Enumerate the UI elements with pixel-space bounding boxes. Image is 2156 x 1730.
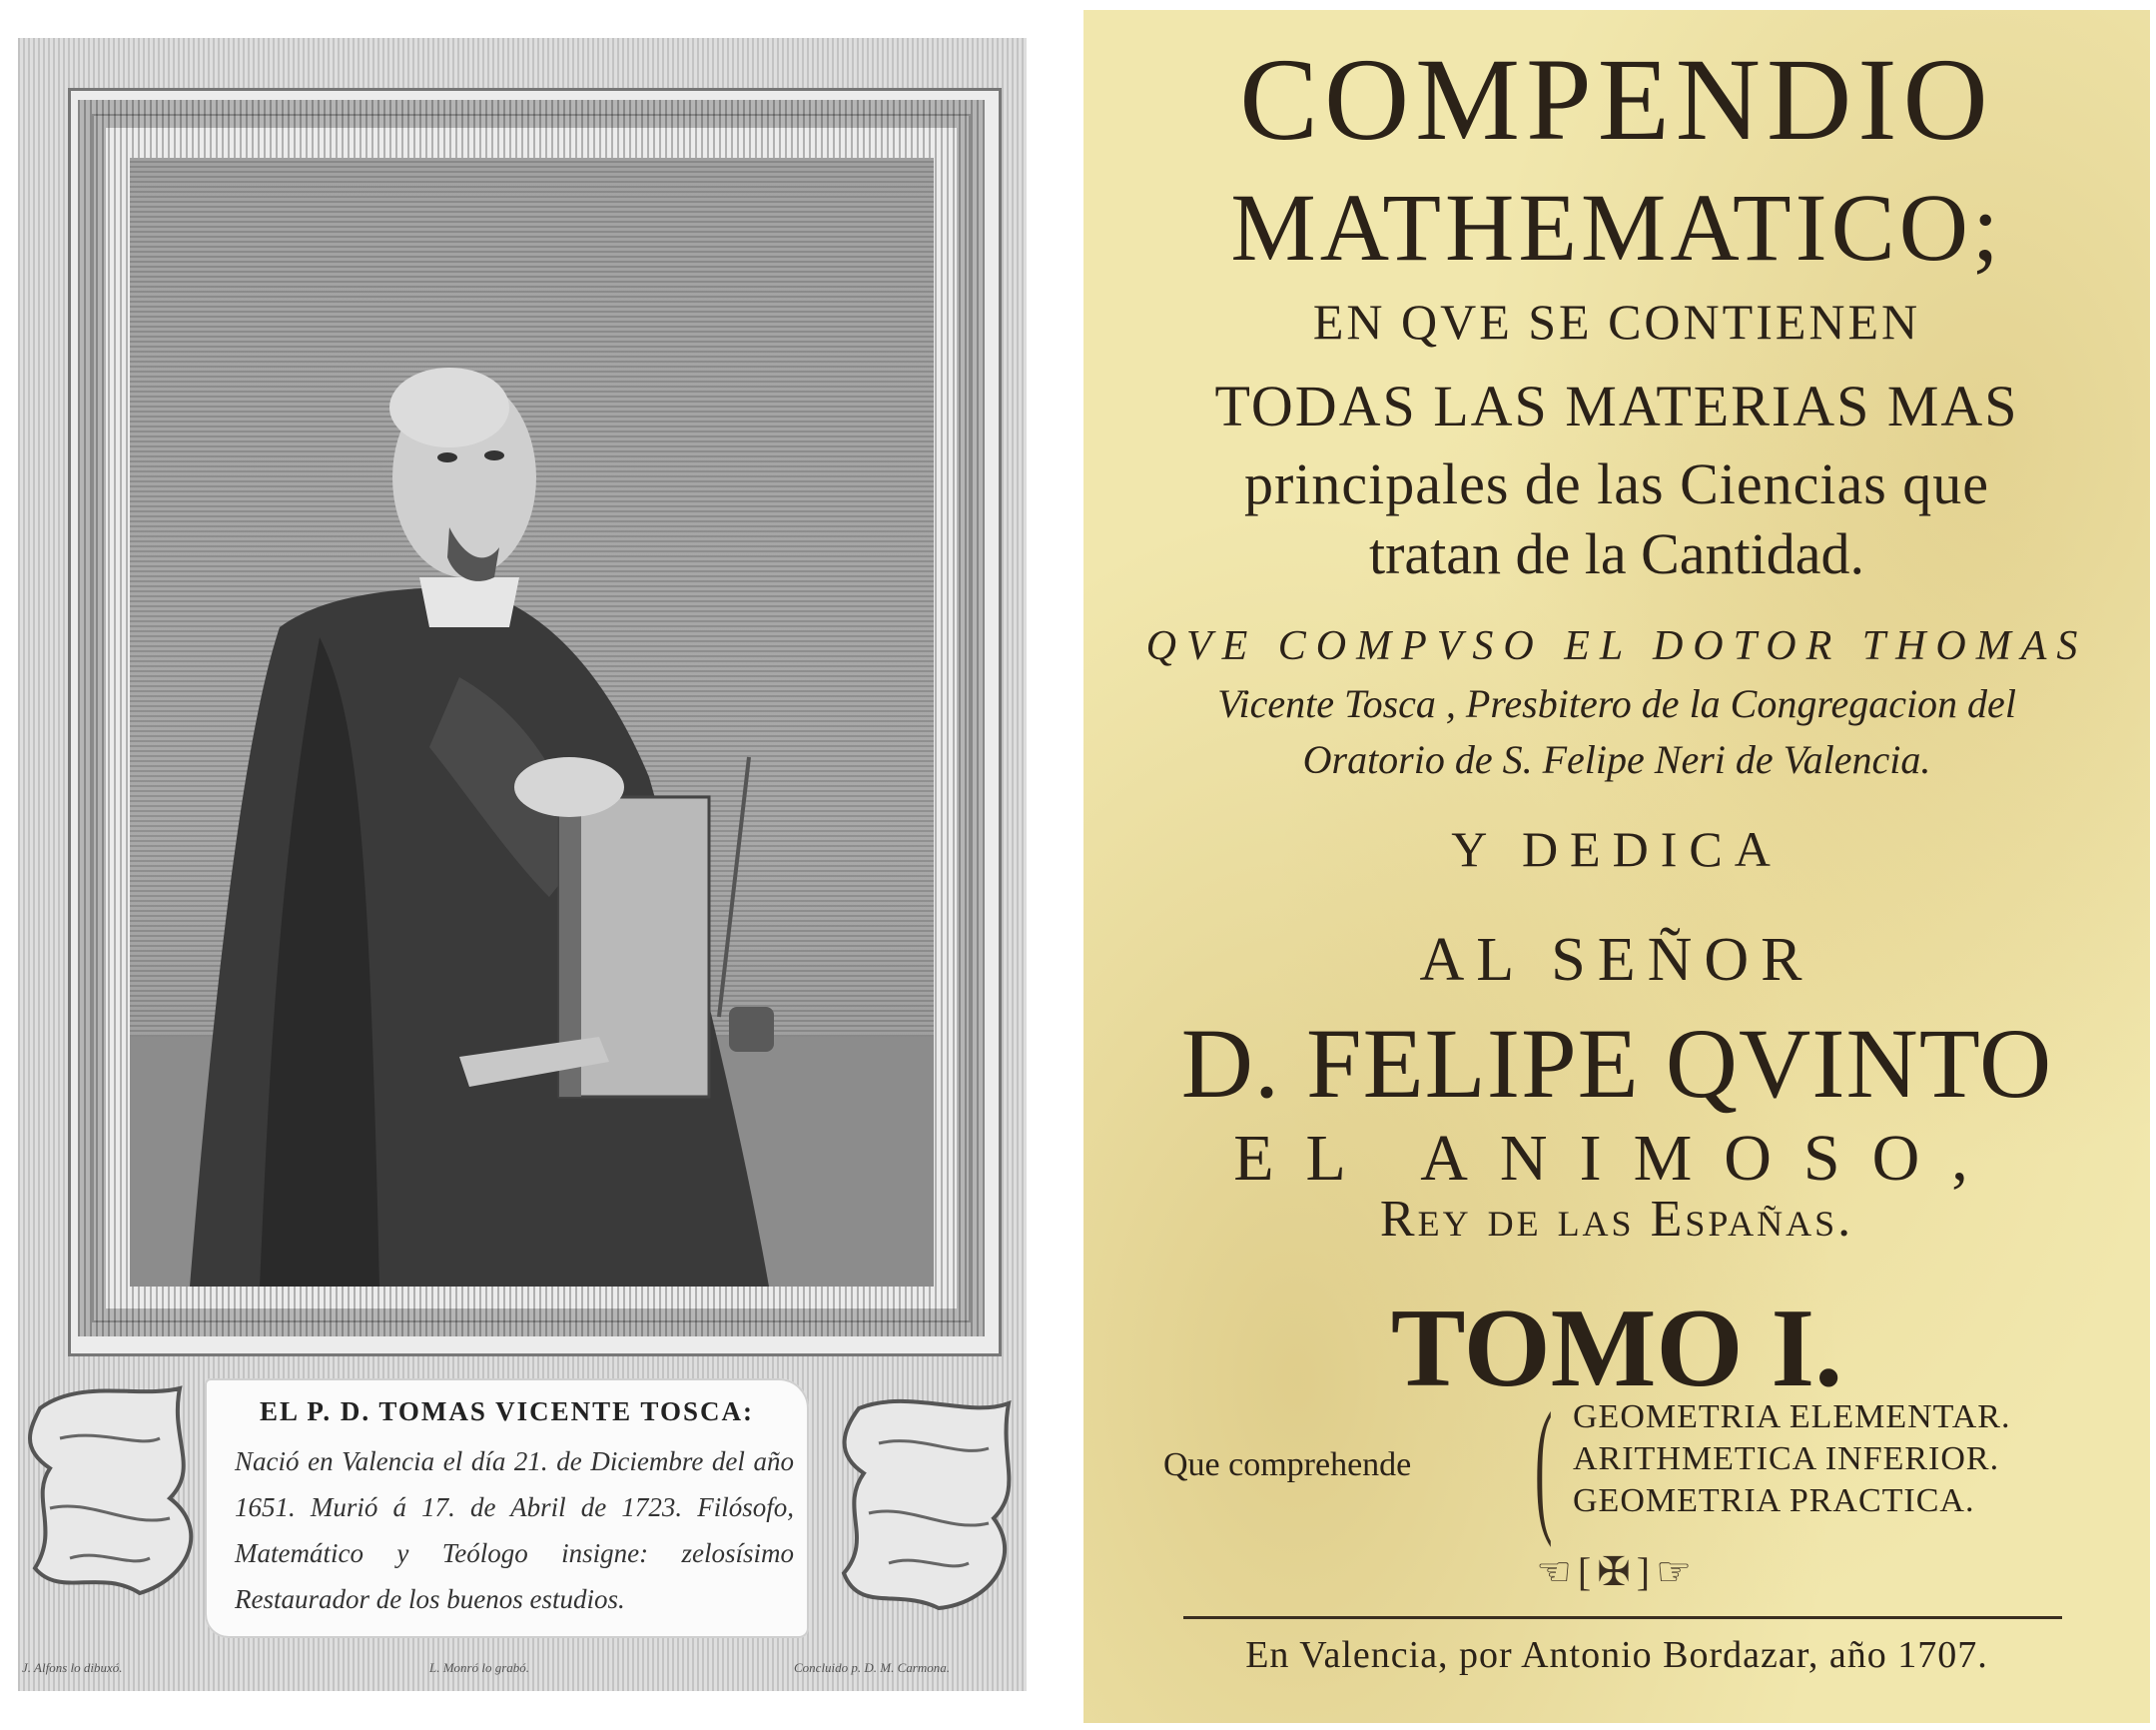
author-line-1: QVE COMPVSO EL DOTOR THOMAS [1145, 623, 2088, 669]
imprint-line: En Valencia, por Antonio Bordazar, año 1707. [1245, 1634, 1988, 1676]
contents-brace: ( [1535, 1382, 1553, 1548]
finisher-credit: Concluido p. D. M. Carmona. [794, 1660, 950, 1675]
ribbon-ornament-left [20, 1378, 220, 1608]
bald-crown-shape [389, 368, 509, 447]
contents-label: Que comprehende [1163, 1446, 1412, 1483]
portrait-caption-body: Nació en Valencia el día 21. de Diciembre del año 1651. Murió á 17. de Abril de 1723. Filósofo, Matemático y Teólogo insigne: zelosísimo Restaurador de los buenos estudios. [235, 1446, 794, 1614]
printer-ornament: ☜[✠]☞ [1536, 1549, 1698, 1594]
volume-contents [1163, 1382, 2122, 1548]
title-page [1083, 10, 2150, 1723]
title-line-1: COMPENDIO [1239, 34, 1994, 165]
contents-list [1573, 1396, 2010, 1522]
contents-item: ARITHMETICA INFERIOR. [1573, 1440, 2000, 1477]
dedication-title: Rey de las Españas. [1379, 1191, 1854, 1248]
dedication-heading: Y DEDICA [1451, 821, 1783, 877]
subtitle-line-3: principales de las Ciencias que [1243, 451, 1990, 516]
subtitle-line-1: EN QVE SE CONTIENEN [1312, 294, 1921, 350]
subtitle-line-2: TODAS LAS MATERIAS MAS [1214, 374, 2019, 438]
hands-shape [514, 757, 624, 817]
dedication-epithet: EL ANIMOSO, [1233, 1122, 2000, 1195]
dedication-king-name: D. FELIPE QVINTO [1180, 1008, 2053, 1119]
right-eye-shape [484, 450, 504, 460]
dedication-addressee: AL SEÑOR [1419, 926, 1814, 994]
author-line-2: Vicente Tosca , Presbitero de la Congregacion del [1217, 681, 2016, 726]
left-eye-shape [437, 452, 457, 462]
contents-item: GEOMETRIA ELEMENTAR. [1573, 1398, 2011, 1435]
portrait-caption-title: EL P. D. TOMAS VICENTE TOSCA: [260, 1396, 754, 1426]
imprint-divider [1183, 1616, 2062, 1619]
engraver-credit: L. Monró lo grabó. [429, 1660, 530, 1675]
ribbon-ornament-right [829, 1388, 1029, 1618]
author-line-3: Oratorio de S. Felipe Neri de Valencia. [1302, 737, 1931, 782]
portrait-caption-cartouche [205, 1378, 809, 1638]
collar-shape [419, 577, 519, 627]
portrait-picture [130, 158, 934, 1287]
quill-shape [719, 757, 749, 1017]
portrait-figure-illustration [130, 158, 934, 1287]
inkpot-shape [729, 1007, 774, 1052]
contents-item: GEOMETRIA PRACTICA. [1573, 1482, 1975, 1519]
painter-credit: J. Alfons lo dibuxó. [22, 1660, 123, 1675]
subtitle-line-4: tratan de la Cantidad. [1368, 521, 1865, 586]
title-line-2: MATHEMATICO; [1230, 174, 2003, 281]
volume-number: TOMO I. [1390, 1287, 1843, 1410]
